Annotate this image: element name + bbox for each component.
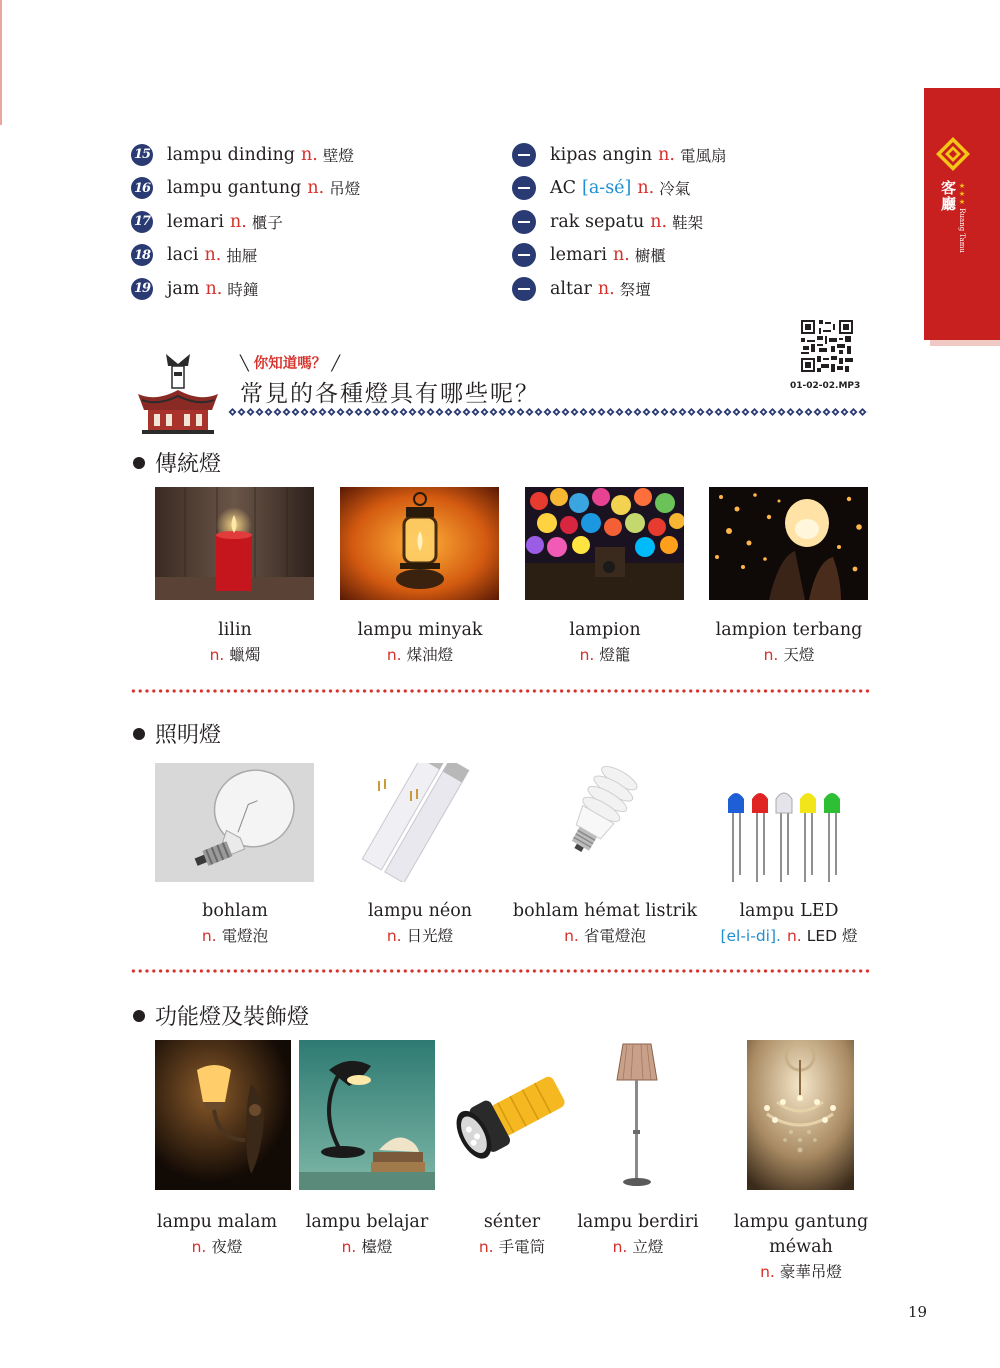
item-caption [701, 1210, 901, 1285]
item-meaning-line [701, 1260, 901, 1285]
bullet-icon [133, 1010, 145, 1022]
fluorescent-tube-image [340, 763, 499, 882]
item-meaning-line [135, 924, 335, 949]
item-word: lampu gantung [733, 1212, 869, 1232]
vocab-word: lemari [167, 211, 224, 232]
item-meaning-line [689, 643, 889, 668]
item-meaning: 煤油燈 [406, 646, 454, 664]
page-number: 19 [908, 1303, 928, 1321]
item-pos: n. [564, 927, 579, 945]
item-word: lampu néon [367, 901, 473, 921]
item-word-line2: méwah [769, 1237, 833, 1257]
vocab-meaning: 櫃子 [251, 213, 283, 232]
cfl-bulb-image [525, 763, 684, 882]
dotted-divider [130, 689, 870, 693]
vocab-item [512, 172, 727, 206]
did-you-know-label [240, 352, 340, 373]
item-meaning-line [320, 643, 520, 668]
vocab-word: AC [550, 178, 577, 199]
diamond-border-strip [228, 407, 868, 417]
item-meaning: 電燈泡 [221, 927, 269, 945]
item-caption [689, 899, 889, 949]
desk-lamp-image [299, 1040, 435, 1190]
vocab-meaning: 電風扇 [680, 146, 727, 165]
item-meaning-line [505, 643, 705, 668]
vocab-pos: n. [229, 211, 247, 232]
number-badge: 15 [131, 144, 153, 166]
stars-icon: ★★★ [958, 182, 966, 206]
slash-right-icon: ╱ [331, 356, 341, 372]
vocab-meaning: 時鐘 [227, 280, 259, 299]
vocab-pos: n. [307, 178, 325, 199]
item-caption [320, 899, 520, 949]
chapter-tab-shadow [930, 340, 1000, 346]
vocab-item [131, 239, 360, 273]
item-meaning: 省電燈泡 [583, 927, 646, 945]
traditional-house-icon [136, 350, 220, 436]
chapter-tab-subtitle-text: Ruang Tamu [958, 208, 966, 253]
vocab-pos: n. [204, 245, 222, 266]
item-meaning-line [135, 643, 335, 668]
item-word: bohlam [202, 901, 268, 921]
item-meaning: 蠟燭 [229, 646, 261, 664]
dash-bullet-icon [512, 143, 536, 167]
dash-bullet-icon [512, 210, 536, 234]
item-caption [320, 618, 520, 668]
chapter-tab-subtitle [958, 182, 966, 253]
chandelier-image [747, 1040, 854, 1190]
section-title: 傳統燈 [155, 452, 222, 477]
vocab-word: jam [167, 278, 200, 299]
dash-bullet-icon [512, 176, 536, 200]
audio-file-label: 01-02-02.MP3 [790, 381, 861, 391]
vocab-word: laci [167, 245, 199, 266]
vocab-pos: n. [597, 278, 615, 299]
vocab-pos: n. [205, 278, 223, 299]
vocab-pos: n. [650, 211, 668, 232]
item-caption [505, 618, 705, 668]
dash-bullet-icon [512, 243, 536, 267]
did-you-know-title: 常見的各種燈具有哪些呢？ [240, 381, 540, 407]
item-pos: n. [209, 646, 225, 664]
diamond-emblem-icon [935, 136, 971, 172]
vocab-pos: n. [658, 144, 675, 165]
vocab-word: lampu dinding [167, 144, 296, 165]
bullet-icon [133, 457, 145, 469]
item-caption [135, 618, 335, 668]
vocab-item [512, 239, 727, 273]
vocab-item [131, 138, 360, 172]
vocab-meaning: 抽屜 [226, 247, 258, 266]
chapter-tab-title: 客廳 [939, 180, 957, 212]
vocab-meaning: 吊燈 [329, 180, 361, 199]
item-pos: n. [386, 646, 402, 664]
item-pos: n. [201, 927, 217, 945]
item-meaning: 手電筒 [498, 1238, 546, 1256]
item-word: lampu berdiri [577, 1212, 699, 1232]
item-meaning-line [495, 924, 715, 949]
item-caption [135, 899, 335, 949]
bullet-icon [133, 728, 145, 740]
vocab-item [131, 272, 360, 306]
wall-lamp-image [155, 1040, 291, 1190]
item-pos: n. [763, 646, 779, 664]
section-title: 照明燈 [155, 723, 222, 748]
item-pos: n. [191, 1238, 207, 1256]
item-word: lampu malam [156, 1212, 278, 1232]
dotted-divider [130, 969, 870, 973]
light-bulb-image [155, 763, 314, 882]
item-meaning: 燈籠 [599, 646, 631, 664]
item-word: lilin [218, 620, 252, 640]
vocab-pronunciation: [a-sé] [582, 178, 632, 199]
qr-code-icon[interactable] [801, 320, 853, 372]
slash-left-icon: ╲ [240, 356, 249, 372]
vocab-meaning: 冷氣 [659, 180, 691, 199]
vocab-item [512, 205, 727, 239]
section-decorative-heading [133, 1000, 309, 1031]
chapter-tab[interactable] [924, 88, 1000, 340]
vocab-list-numbered [131, 138, 360, 306]
vocab-word: altar [550, 278, 592, 299]
lanterns-image [525, 487, 684, 600]
vocab-pos: n. [612, 245, 630, 266]
vocab-meaning: 櫥櫃 [634, 247, 666, 266]
vocab-meaning: 鞋架 [672, 213, 704, 232]
page-edge-line [0, 0, 2, 125]
item-caption [689, 618, 889, 668]
item-pos: n. [786, 927, 802, 945]
item-meaning: 檯燈 [361, 1238, 393, 1256]
item-meaning-line [320, 924, 520, 949]
item-meaning-line [689, 924, 889, 949]
item-word: lampu belajar [305, 1212, 429, 1232]
item-pos: n. [760, 1263, 775, 1281]
vocab-item [512, 138, 727, 172]
number-badge: 17 [131, 211, 153, 233]
candle-image [155, 487, 314, 600]
vocab-word: kipas angin [550, 144, 653, 165]
vocab-item [131, 172, 360, 206]
item-pos: n. [612, 1238, 628, 1256]
vocab-word: lemari [550, 245, 607, 266]
item-word: lampu LED [739, 901, 839, 921]
item-word: lampion [569, 620, 641, 640]
vocab-word: rak sepatu [550, 211, 645, 232]
flashlight-image [449, 1060, 573, 1170]
item-word: lampion terbang [715, 620, 863, 640]
number-badge: 16 [131, 177, 153, 199]
vocab-pos: n. [301, 144, 318, 165]
item-pronunciation: [el-i-di]. [720, 927, 781, 945]
item-meaning: 立燈 [632, 1238, 664, 1256]
vocab-item [131, 205, 360, 239]
item-meaning: 夜燈 [211, 1238, 243, 1256]
vocab-meaning: 壁燈 [322, 146, 354, 165]
vocab-word: lampu gantung [167, 178, 302, 199]
item-meaning: 日光燈 [406, 927, 454, 945]
vocab-list-extra [512, 138, 727, 306]
oil-lantern-image [340, 487, 499, 600]
item-pos: n. [341, 1238, 357, 1256]
vocab-pos: n. [637, 178, 655, 199]
item-meaning: 天燈 [783, 646, 815, 664]
did-you-know-text: 你知道嗎？ [253, 356, 327, 372]
vocab-item [512, 272, 727, 306]
item-pos: n. [386, 927, 402, 945]
vocab-meaning: 祭壇 [619, 280, 651, 299]
sky-lantern-image [709, 487, 868, 600]
number-badge: 18 [131, 244, 153, 266]
item-word: bohlam hémat listrik [512, 901, 698, 921]
section-lighting-heading [133, 718, 221, 749]
item-pos: n. [579, 646, 595, 664]
section-title: 功能燈及裝飾燈 [155, 1005, 310, 1030]
item-meaning: LED 燈 [806, 927, 858, 945]
item-pos: n. [478, 1238, 494, 1256]
number-badge: 19 [131, 278, 153, 300]
item-word: lampu minyak [357, 620, 483, 640]
section-traditional-heading [133, 447, 221, 478]
item-meaning: 豪華吊燈 [779, 1263, 842, 1281]
dash-bullet-icon [512, 277, 536, 301]
item-caption [495, 899, 715, 949]
floor-lamp-image [599, 1040, 675, 1190]
led-image [709, 763, 868, 882]
item-word: sénter [483, 1212, 541, 1232]
